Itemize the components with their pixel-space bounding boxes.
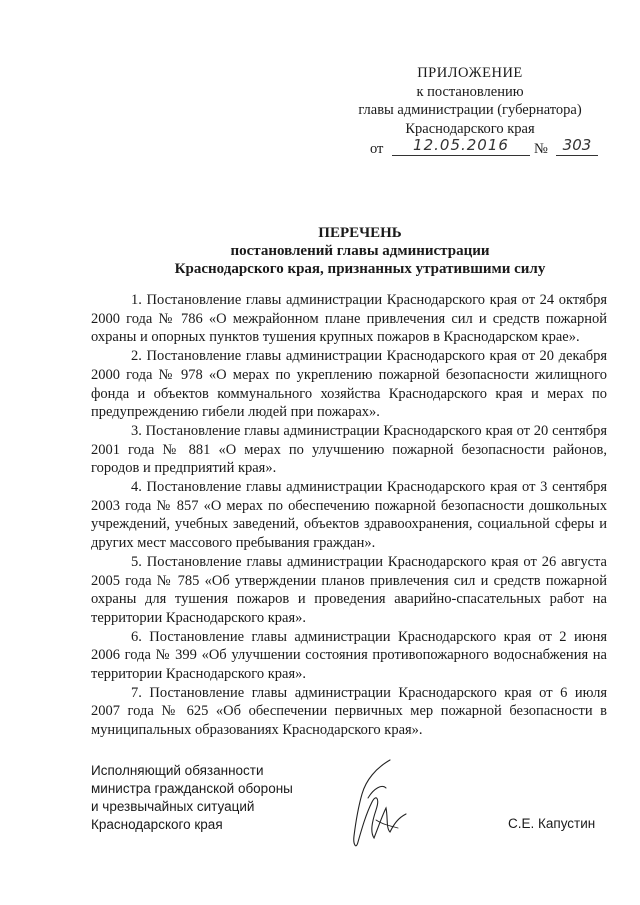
list-item: 5. Постановление главы администрации Краснодарского края от 26 августа 2005 года № 785 «Об утверждении планов привлечения сил и средств пожарной охраны для тушения пожаров и проведения аварийно-спасательных работ на территории Краснодарского края». bbox=[91, 553, 607, 626]
list-item: 6. Постановление главы администрации Краснодарского края от 2 июня 2006 года № 399 «Об улучшении состояния противопожарного водоснабжения на территории Краснодарского края». bbox=[91, 628, 607, 683]
number-label: № bbox=[534, 141, 548, 157]
decree-list bbox=[91, 291, 607, 740]
appendix-line: главы администрации (губернатора) bbox=[358, 102, 582, 118]
list-item: 3. Постановление главы администрации Краснодарского края от 20 сентября 2001 года № 881 «О мерах по улучшению пожарной безопасности районов, городов и предприятий края». bbox=[91, 422, 607, 477]
list-item: 2. Постановление главы администрации Краснодарского края от 20 декабря 2000 года № 978 «О мерах по укреплению пожарной безопасности жилищного фонда и объектов коммунального хозяйства Краснодарского края и мерах по предупреждению гибели людей при пожарах». bbox=[91, 348, 607, 421]
appendix-title: ПРИЛОЖЕНИЕ bbox=[417, 65, 523, 81]
document-title-block bbox=[80, 224, 640, 278]
signatory-line: министра гражданской обороны bbox=[91, 781, 293, 796]
document-subtitle: постановлений главы администрации bbox=[230, 243, 490, 259]
list-item: 1. Постановление главы администрации Краснодарского края от 24 октября 2000 года № 786 «О межрайонном плане привлечения сил и средств пожарной охраны и опорных пунктов тушения крупных пожаров в Краснодарском крае». bbox=[91, 292, 607, 346]
decree-date: 12.05.2016 bbox=[392, 136, 530, 156]
signatory-line: Краснодарского края bbox=[91, 817, 223, 832]
list-item: 4. Постановление главы администрации Краснодарского края от 3 сентября 2003 года № 857 «О мерах по обеспечению пожарной безопасности дошкольных учреждений, учебных заведений, объектов здравоохранения, социальной сферы и других мест массового пребывания граждан». bbox=[91, 479, 607, 552]
document-subtitle: Краснодарского края, признанных утратившими силу bbox=[174, 261, 546, 277]
list-item: 7. Постановление главы администрации Краснодарского края от 6 июля 2007 года № 625 «Об обеспечении первичных мер пожарной безопасности в муниципальных образованиях Краснодарского края». bbox=[91, 684, 607, 739]
appendix-line: Краснодарского края bbox=[405, 120, 535, 137]
decree-reference bbox=[330, 136, 610, 162]
signatory-line: и чрезвычайных ситуаций bbox=[91, 799, 255, 814]
signatory-position bbox=[91, 762, 291, 834]
appendix-line: к постановлению bbox=[416, 83, 524, 100]
from-label: от bbox=[370, 141, 384, 157]
appendix-block bbox=[330, 64, 610, 162]
handwritten-signature bbox=[346, 758, 410, 854]
document-title: ПЕРЕЧЕНЬ bbox=[318, 225, 402, 241]
signatory-line: Исполняющий обязанности bbox=[91, 763, 264, 778]
signatory-name: С.Е. Капустин bbox=[508, 816, 596, 831]
decree-number: 303 bbox=[556, 136, 598, 156]
